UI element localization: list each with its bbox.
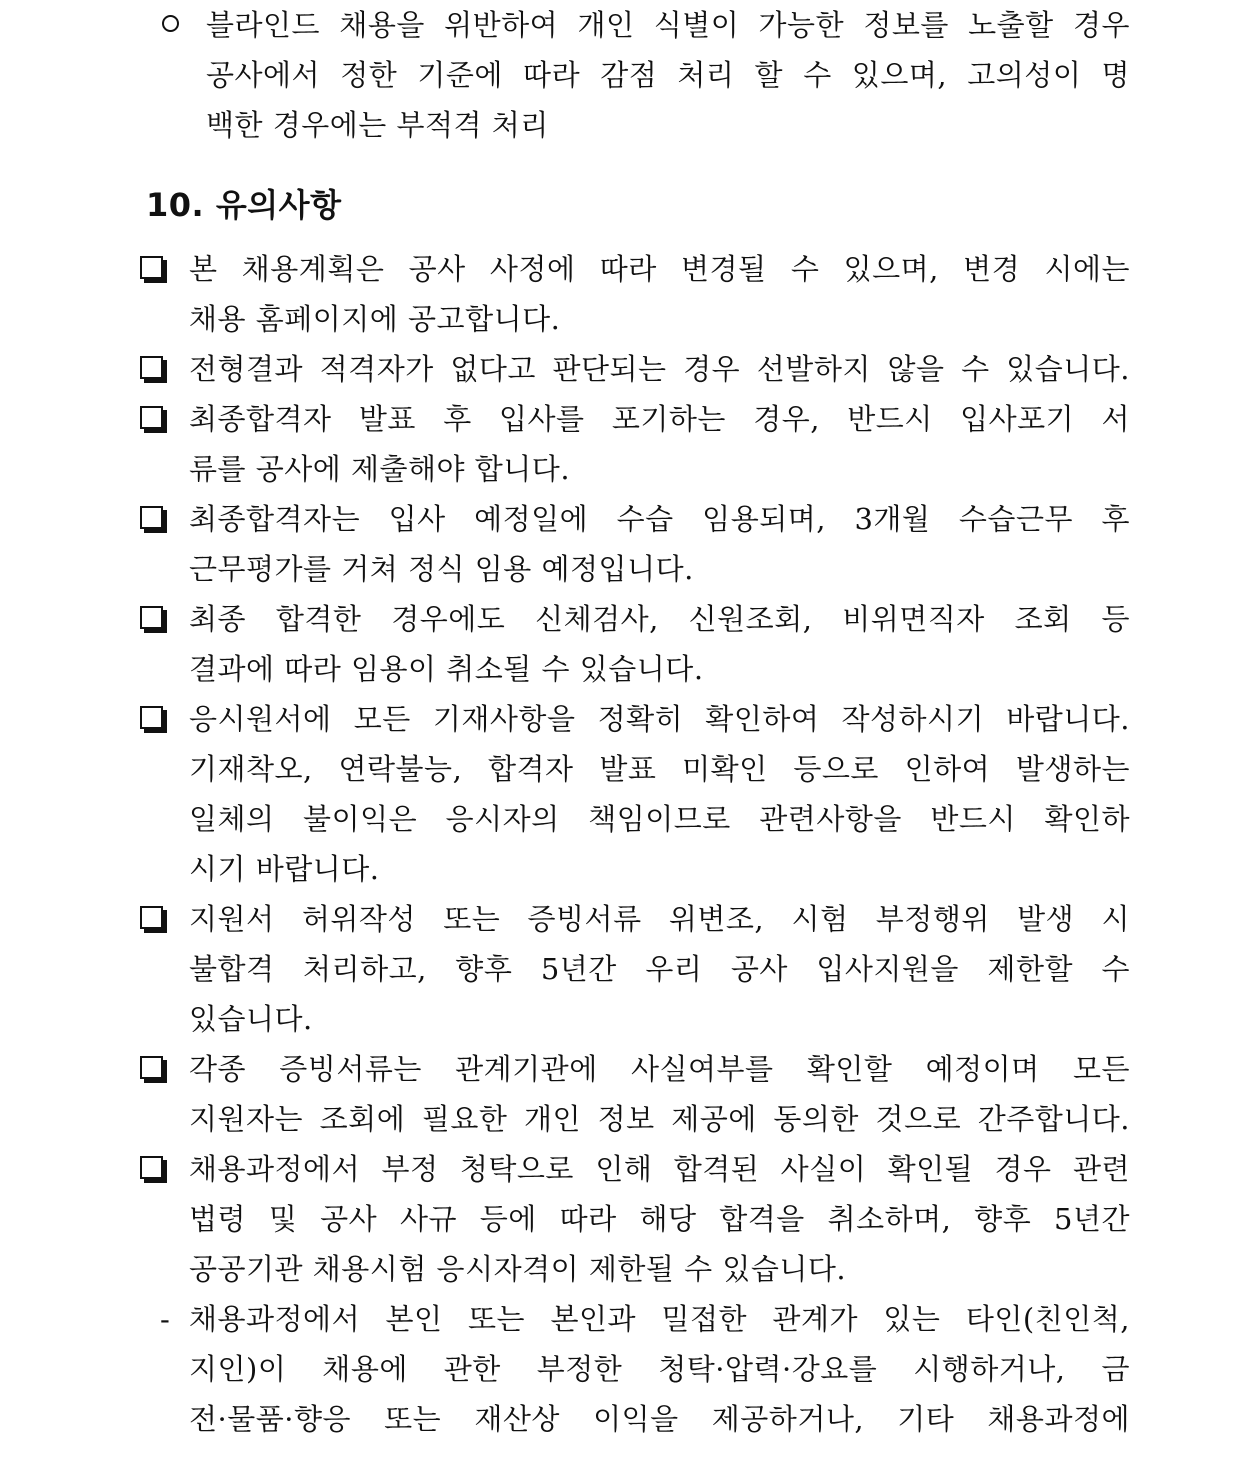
item-line: 기재착오, 연락불능, 합격자 발표 미확인 등으로 인하여 발생하는	[189, 752, 1130, 786]
sub-item-line: 채용과정에서 본인 또는 본인과 밀접한 관계가 있는 타인(친인척,	[189, 1302, 1130, 1336]
item-line: 공공기관 채용시험 응시자격이 제한될 수 있습니다.	[189, 1252, 847, 1286]
sub-item-line: 전·물품·향응 또는 재산상 이익을 제공하거나, 기타 채용과정에	[189, 1402, 1130, 1436]
circle-bullet-icon	[162, 15, 179, 32]
item-line: 일체의 불이익은 응시자의 책임이므로 관련사항을 반드시 확인하	[189, 802, 1130, 836]
item-line: 본 채용계획은 공사 사정에 따라 변경될 수 있으며, 변경 시에는	[189, 252, 1130, 286]
item-line: 채용 홈페이지에 공고합니다.	[189, 302, 561, 336]
item-line: 지원자는 조회에 필요한 개인 정보 제공에 동의한 것으로 간주합니다.	[189, 1102, 1130, 1136]
checkbox-bullet-icon	[140, 406, 167, 433]
checkbox-bullet-icon	[140, 606, 167, 633]
item-line: 법령 및 공사 사규 등에 따라 해당 합격을 취소하며, 향후 5년간	[189, 1202, 1130, 1236]
item-line: 최종 합격한 경우에도 신체검사, 신원조회, 비위면직자 조회 등	[189, 602, 1130, 636]
item-line: 류를 공사에 제출해야 합니다.	[189, 452, 571, 486]
item-line: 응시원서에 모든 기재사항을 정확히 확인하여 작성하시기 바랍니다.	[189, 702, 1130, 736]
intro-line: 블라인드 채용을 위반하여 개인 식별이 가능한 정보를 노출할 경우	[206, 8, 1130, 42]
dash-bullet: -	[160, 1302, 170, 1336]
item-line: 각종 증빙서류는 관계기관에 사실여부를 확인할 예정이며 모든	[189, 1052, 1130, 1086]
checkbox-bullet-icon	[140, 356, 167, 383]
item-line: 있습니다.	[189, 1002, 313, 1036]
item-line: 전형결과 적격자가 없다고 판단되는 경우 선발하지 않을 수 있습니다.	[189, 352, 1130, 386]
intro-line: 백한 경우에는 부적격 처리	[206, 108, 549, 142]
checkbox-bullet-icon	[140, 1056, 167, 1083]
item-line: 최종합격자는 입사 예정일에 수습 임용되며, 3개월 수습근무 후	[189, 502, 1130, 536]
item-line: 결과에 따라 임용이 취소될 수 있습니다.	[189, 652, 704, 686]
item-line: 불합격 처리하고, 향후 5년간 우리 공사 입사지원을 제한할 수	[189, 952, 1130, 986]
checkbox-bullet-icon	[140, 256, 167, 283]
checkbox-bullet-icon	[140, 706, 167, 733]
sub-item-line: 지인)이 채용에 관한 부정한 청탁·압력·강요를 시행하거나, 금	[189, 1352, 1130, 1386]
section-heading: 10. 유의사항	[146, 186, 342, 224]
item-line: 시기 바랍니다.	[189, 852, 380, 886]
checkbox-bullet-icon	[140, 906, 167, 933]
checkbox-bullet-icon	[140, 1156, 167, 1183]
item-line: 최종합격자 발표 후 입사를 포기하는 경우, 반드시 입사포기 서	[189, 402, 1130, 436]
intro-line: 공사에서 정한 기준에 따라 감점 처리 할 수 있으며, 고의성이 명	[206, 58, 1130, 92]
item-line: 지원서 허위작성 또는 증빙서류 위변조, 시험 부정행위 발생 시	[189, 902, 1130, 936]
checkbox-bullet-icon	[140, 506, 167, 533]
item-line: 근무평가를 거쳐 정식 임용 예정입니다.	[189, 552, 694, 586]
item-line: 채용과정에서 부정 청탁으로 인해 합격된 사실이 확인될 경우 관련	[189, 1152, 1130, 1186]
